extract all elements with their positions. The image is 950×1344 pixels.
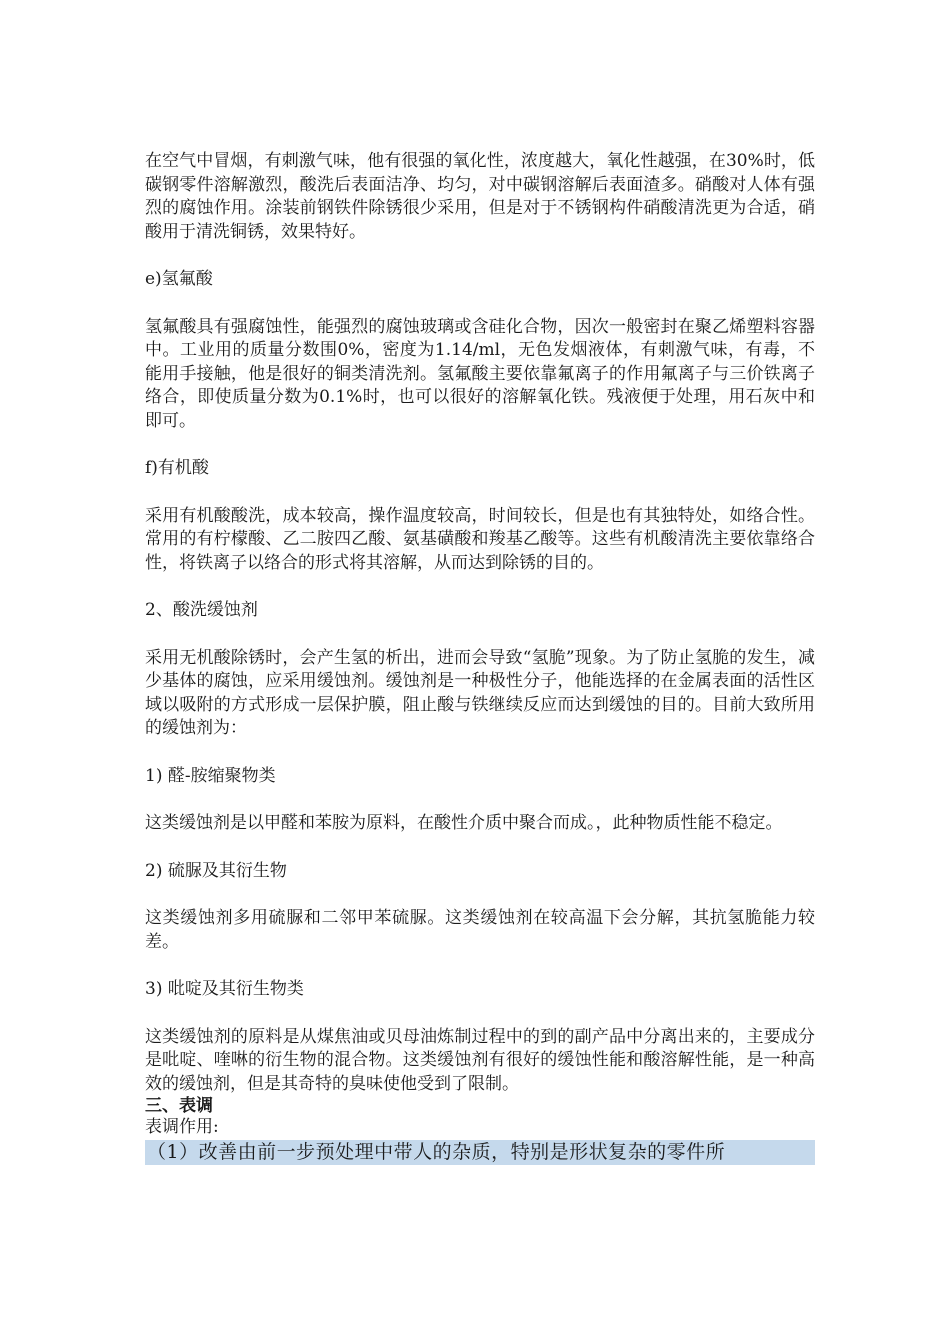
paragraph-pickling-inhibitor: 采用无机酸除锈时，会产生氢的析出，进而会导致“氢脆”现象。为了防止氢脆的发生，减少基体的腐蚀，应采用缓蚀剂。缓蚀剂是一种极性分子，他能选择的在金属表面的活性区域以吸附的方式形成一层保护膜，阻止酸与铁继续反应而达到缓蚀的目的。目前大致所用的缓蚀剂为： xyxy=(145,647,815,738)
heading-aldehyde-amine: 1) 醛-胺缩聚物类 xyxy=(145,765,276,786)
heading-hydrofluoric-acid: e)氢氟酸 xyxy=(145,269,213,289)
highlighted-line: （1）改善由前一步预处理中带人的杂质，特别是形状复杂的零件所 xyxy=(145,1140,815,1165)
heading-pickling-inhibitor: 2、酸洗缓蚀剂 xyxy=(145,600,258,620)
heading-organic-acid: f)有机酸 xyxy=(145,458,209,478)
section-title: 三、表调 xyxy=(145,1096,213,1116)
heading-pyridine: 3) 吡啶及其衍生物类 xyxy=(145,979,304,999)
heading-thiourea: 2) 硫脲及其衍生物 xyxy=(145,860,287,881)
document-page xyxy=(145,150,815,1165)
paragraph-aldehyde-amine: 这类缓蚀剂是以甲醛和苯胺为原料，在酸性介质中聚合而成。，此种物质性能不稳定。 xyxy=(145,813,783,833)
section-subtitle: 表调作用: xyxy=(145,1117,219,1137)
paragraph-thiourea: 这类缓蚀剂多用硫脲和二邻甲苯硫脲。这类缓蚀剂在较高温下会分解，其抗氢脆能力较差。 xyxy=(145,908,815,952)
paragraph-pyridine: 这类缓蚀剂的原料是从煤焦油或贝母油炼制过程中的到的副产品中分离出来的，主要成分是吡啶、喹啉的衍生物的混合物。这类缓蚀剂有很好的缓蚀性能和酸溶解性能，是一种高效的缓蚀剂，但是其奇特的臭味使他受到了限制。 xyxy=(145,1026,815,1094)
paragraph-nitric-acid: 在空气中冒烟，有刺激气味，他有很强的氧化性，浓度越大，氧化性越强，在30%时，低碳钢零件溶解激烈，酸洗后表面洁净、均匀，对中碳钢溶解后表面渣多。硝酸对人体有强烈的腐蚀作用。涂装前钢铁件除锈很少采用，但是对于不锈钢构件硝酸清洗更为合适，硝酸用于清洗铜锈，效果特好。 xyxy=(145,151,815,242)
paragraph-organic-acid: 采用有机酸酸洗，成本较高，操作温度较高，时间较长，但是也有其独特处，如络合性。常用的有柠檬酸、乙二胺四乙酸、氨基磺酸和羧基乙酸等。这些有机酸清洗主要依靠络合性，将铁离子以络合的形式将其溶解，从而达到除锈的目的。 xyxy=(145,505,815,573)
paragraph-hydrofluoric-acid: 氢氟酸具有强腐蚀性，能强烈的腐蚀玻璃或含硅化合物，因次一般密封在聚乙烯塑料容器中。工业用的质量分数围0%，密度为1.14/ml，无色发烟液体，有刺激气味，有毒，不能用手接触，他是很好的铜类清洗剂。氢氟酸主要依靠氟离子的作用氟离子与三价铁离子络合，即使质量分数为0.1%时，也可以很好的溶解氧化铁。残液便于处理，用石灰中和即可。 xyxy=(145,316,815,431)
